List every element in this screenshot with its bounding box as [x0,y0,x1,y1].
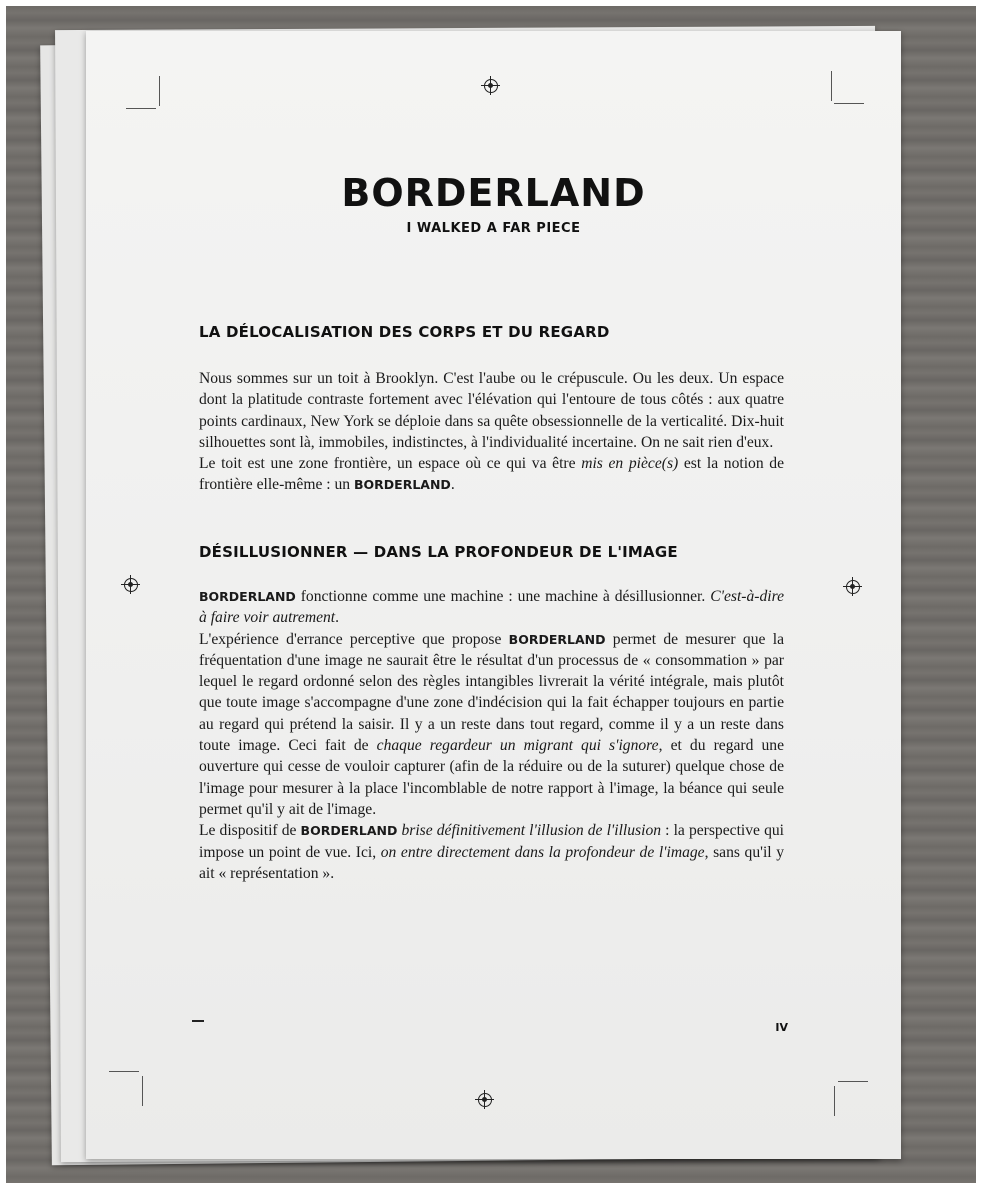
brand-name: BORDERLAND [354,477,451,493]
registration-mark-right [846,580,860,594]
crop-mark-bottom-left [109,1071,139,1072]
paragraph [199,629,784,821]
section-body [199,586,784,884]
text-run: . [450,476,455,494]
crop-mark-top-left [159,76,160,106]
paragraph: Nous sommes sur un toit à Brooklyn. C'est l'aube ou le crépuscule. Ou les deux. Un espace dont la platitude contraste fortement avec l'élévation qui l'entoure de tous côtés : aux quatre points cardinaux, New York se déploie dans sa quête obsessionnelle de la verticalité. Dix-huit silhouettes sont là, immobiles, indistinctes, à l'individualité incertaine. On ne sait rien d'eux. [199,370,784,451]
page-title: BORDERLAND [341,171,646,215]
crop-mark-top-right [831,71,832,101]
page-subtitle: I WALKED A FAR PIECE [406,221,581,236]
italic-text: chaque regardeur un migrant qui s'ignore [376,737,659,755]
text-run: : la perspective qui impose un point de vue. Ici, [199,822,784,861]
brand-name: BORDERLAND [508,631,606,647]
italic-text: on entre directement dans la profondeur de l'image [380,843,705,861]
crop-mark-top-left [126,108,156,109]
paper-sheet-front [86,31,901,1159]
page-number: IV [775,1021,788,1034]
brand-name: BORDERLAND [300,823,398,839]
brand-name: BORDERLAND [199,589,296,604]
footer-dash [192,1020,204,1022]
text-run: . [335,609,340,627]
italic-text: C'est-à-dire à faire voir autrement [199,588,784,627]
italic-text: brise définitivement l'illusion de l'illusion [397,822,662,840]
crop-mark-bottom-left [142,1076,143,1106]
paragraph [199,820,784,884]
text-run: , sans qu'il y ait « représentation ». [199,843,784,882]
text-run: fonctionne comme une machine : une machine à désillusionner. [295,588,711,605]
text-run: est la notion de frontière elle-même : un [199,455,784,494]
text-run: , et du regard une ouverture qui cesse de vouloir capturer (afin de la réduire ou de la suturer) quelque chose de l'image pour mesurer à la place l'incomblable de notre rapport à l'image, la béance qui seule permet qu'il y ait de l'image. [199,737,785,818]
registration-mark-bottom [478,1093,492,1107]
registration-mark-left [124,578,138,592]
section-body [199,368,784,496]
text-run: Le dispositif de [199,822,301,840]
crop-mark-bottom-right [838,1081,868,1082]
section-heading: DÉSILLUSIONNER — DANS LA PROFONDEUR DE L'IMAGE [199,543,678,561]
italic-text: mis en pièce(s) [581,455,679,473]
text-run: Le toit est une zone frontière, un espace où ce qui va être [199,455,582,473]
desk-background [6,6,976,1183]
registration-mark-top [484,79,498,93]
crop-mark-bottom-right [834,1086,835,1116]
text-run: L'expérience d'errance perceptive que propose [199,630,509,648]
section-heading: LA DÉLOCALISATION DES CORPS ET DU REGARD [199,323,610,341]
text-run: permet de mesurer que la fréquentation d'une image ne saurait être le résultat d'un processus de « consommation » par lequel le regard ordonné selon des règles intangibles livrerait la vérité intégrale, mais plutôt que toute image s'accompagne d'une zone d'indécision qui la fait échapper toujours en partie au regard qui prétend la saisir. Il y a un reste dans tout regard, comme il y a un reste dans toute image. Ceci fait de [199,630,784,755]
paragraph [199,453,784,496]
crop-mark-top-right [834,103,864,104]
paragraph [199,586,784,629]
